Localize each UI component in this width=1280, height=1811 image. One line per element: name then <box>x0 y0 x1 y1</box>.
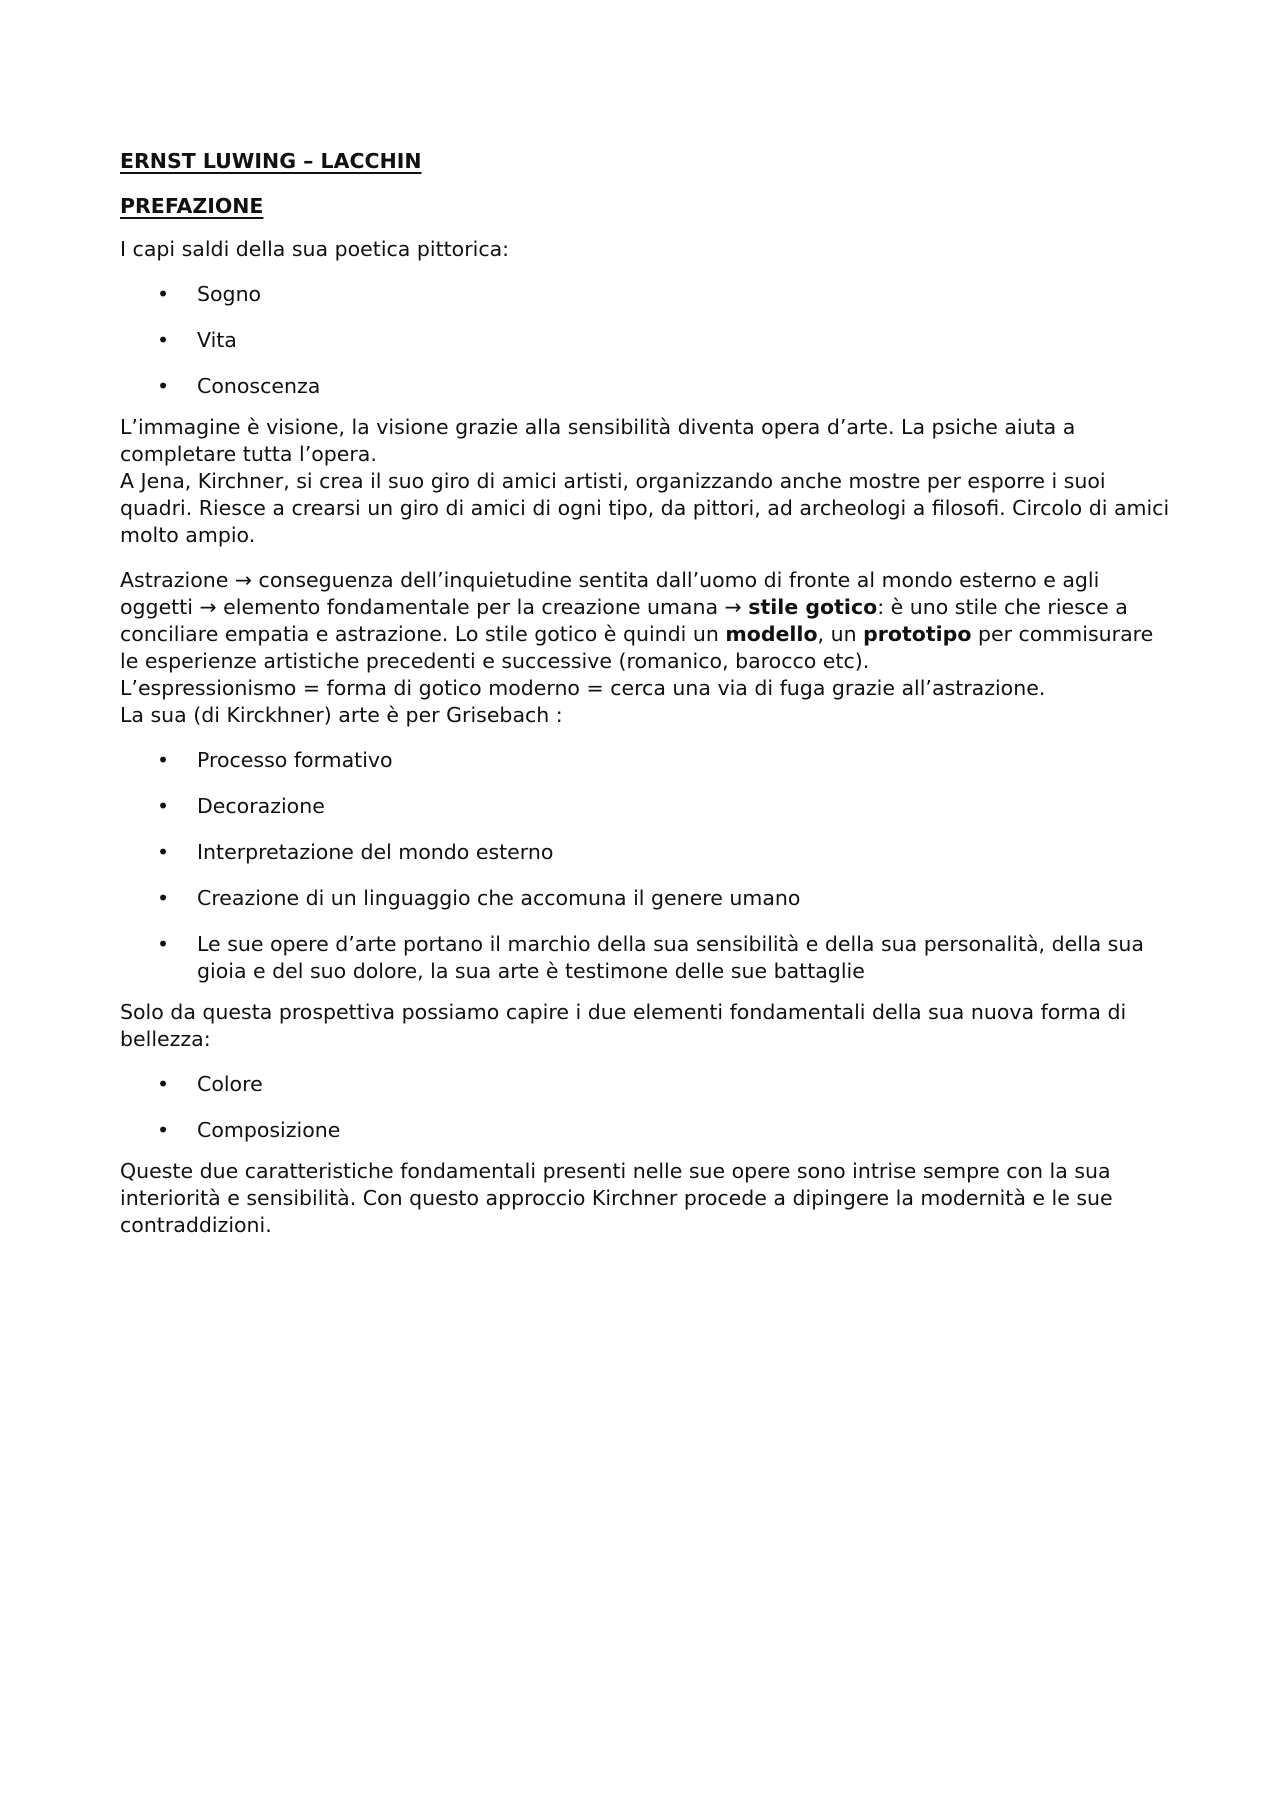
bullet-list-grisebach <box>120 747 1170 985</box>
bullet-icon: • <box>157 794 170 818</box>
paragraph-line: A Jena, Kirchner, si crea il suo giro di amici artisti, organizzando anche mostre per esporre i suoi quadri. Riesce a crearsi un giro di amici di ogni tipo, da pittori, ad archeologi a filosofi. Circolo di amici molto ampio. <box>120 469 1170 547</box>
list-item: • Le sue opere d’arte portano il marchio della sua sensibilità e della sua personalità, della sua gioia e del suo dolore, la sua arte è testimone delle sue battaglie <box>157 932 1144 983</box>
list-item: • Composizione <box>157 1118 341 1142</box>
bullet-icon: • <box>157 840 170 864</box>
list-item: • Sogno <box>157 282 262 306</box>
list-item: • Processo formativo <box>157 748 393 772</box>
list-item: • Colore <box>157 1072 263 1096</box>
paragraph-line: L’espressionismo = forma di gotico moderno = cerca una via di fuga grazie all’astrazione. <box>120 676 1046 700</box>
bullet-icon: • <box>157 282 170 306</box>
section-heading: PREFAZIONE <box>120 194 264 218</box>
list-item: • Vita <box>157 328 237 352</box>
intro-text: I capi saldi della sua poetica pittorica: <box>120 237 510 261</box>
bold-term: prototipo <box>863 622 972 646</box>
paragraph-perspective: Solo da questa prospettiva possiamo capire i due elementi fondamentali della sua nuova forma di bellezza: <box>120 1000 1127 1051</box>
bullet-icon: • <box>157 1118 170 1142</box>
paragraph-vision <box>120 414 1170 549</box>
bold-term: stile gotico <box>748 595 878 619</box>
bullet-icon: • <box>157 932 170 956</box>
paragraph-conclusion: Queste due caratteristiche fondamentali presenti nelle sue opere sono intrise sempre con la sua interiorità e sensibilità. Con questo approccio Kirchner procede a dipingere la modernità e le sue contraddizioni. <box>120 1159 1113 1237</box>
document-page <box>120 148 1170 1257</box>
paragraph-line: La sua (di Kirckhner) arte è per Grisebach : <box>120 703 563 727</box>
paragraph-line: L’immagine è visione, la visione grazie alla sensibilità diventa opera d’arte. La psiche aiuta a completare tutta l’opera. <box>120 415 1076 466</box>
bullet-list-elements <box>120 1071 1170 1144</box>
paragraph-abstraction <box>120 567 1170 729</box>
bold-term: modello <box>725 622 818 646</box>
list-item: • Creazione di un linguaggio che accomuna il genere umano <box>157 886 801 910</box>
paragraph-line: Astrazione → conseguenza dell’inquietudine sentita dall’uomo di fronte al mondo esterno e agli oggetti → elemento fondamentale per la creazione umana → stile gotico: è uno stile che riesce a conciliare empatia e astrazione. Lo stile gotico è quindi un modello, un prototipo per commisurare le esperienze artistiche precedenti e successive (romanico, barocco etc). <box>120 568 1154 673</box>
bullet-list-poetics <box>120 281 1170 400</box>
document-title: ERNST LUWING – LACCHIN <box>120 149 422 173</box>
bullet-icon: • <box>157 748 170 772</box>
bullet-icon: • <box>157 1072 170 1096</box>
list-item: • Conoscenza <box>157 374 321 398</box>
bullet-icon: • <box>157 328 170 352</box>
list-item: • Decorazione <box>157 794 325 818</box>
bullet-icon: • <box>157 374 170 398</box>
bullet-icon: • <box>157 886 170 910</box>
list-item: • Interpretazione del mondo esterno <box>157 840 554 864</box>
